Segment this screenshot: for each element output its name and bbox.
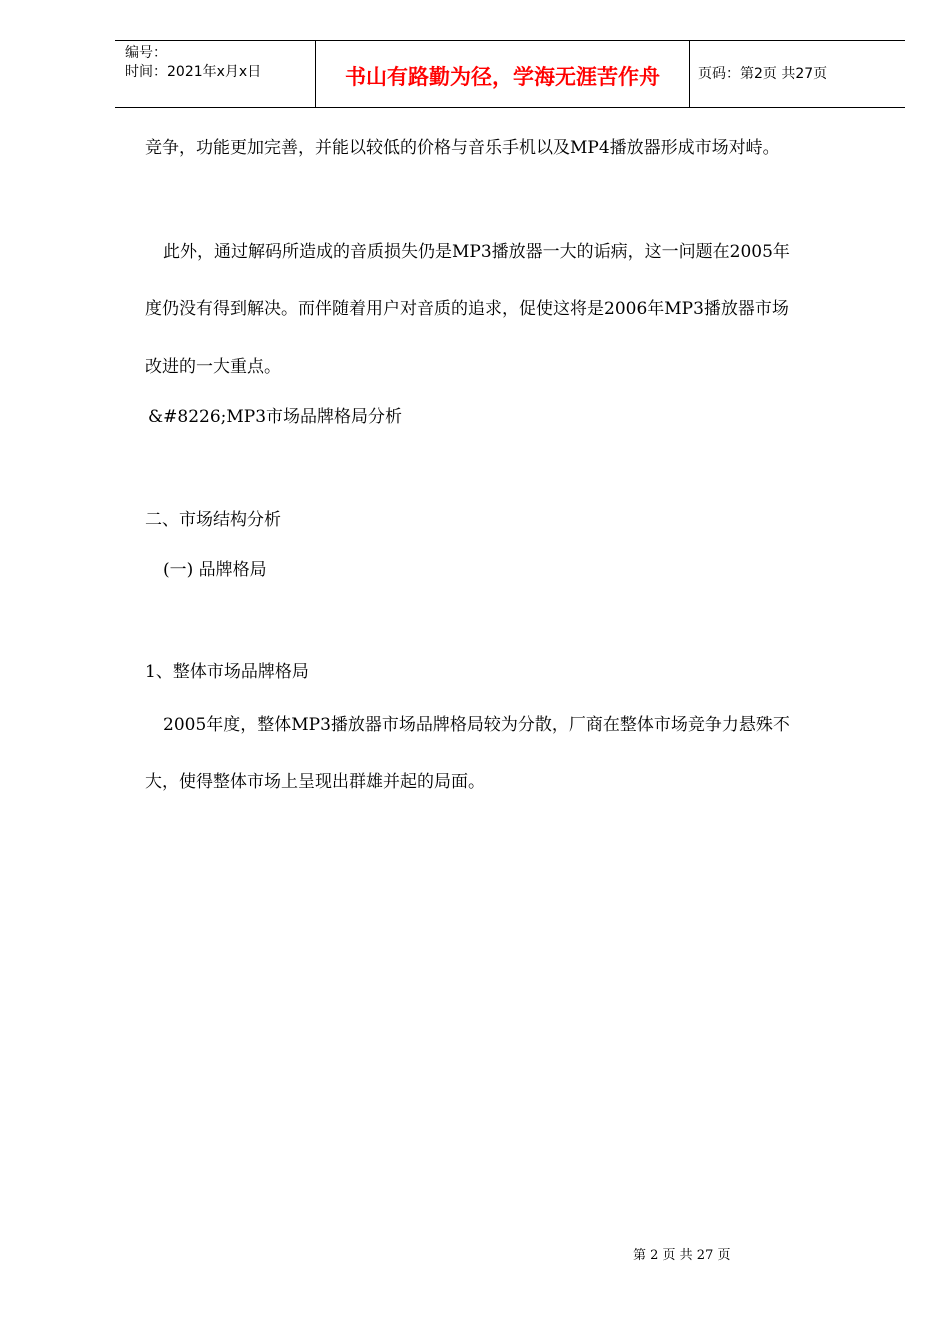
paragraph-3-line-1: 2005年度，整体MP3播放器市场品牌格局较为分散，厂商在整体市场竞争力悬殊不 xyxy=(163,715,790,735)
paragraph-3-line-2: 大，使得整体市场上呈现出群雄并起的局面。 xyxy=(145,772,485,792)
paragraph-1: 竞争，功能更加完善，并能以较低的价格与音乐手机以及MP4播放器形成市场对峙。 xyxy=(145,138,780,158)
bullet-heading: &#8226;MP3市场品牌格局分析 xyxy=(148,407,403,427)
page-footer: 第 2 页 共 27 页 xyxy=(633,1248,731,1263)
item-heading: 1、整体市场品牌格局 xyxy=(145,662,309,682)
paragraph-2-line-1: 此外，通过解码所造成的音质损失仍是MP3播放器一大的诟病，这一问题在2005年 xyxy=(163,242,790,262)
section-heading: 二、市场结构分析 xyxy=(145,510,281,530)
subsection-heading: (一) 品牌格局 xyxy=(163,560,267,580)
header-meta-cell xyxy=(115,41,316,107)
document-number-label: 编号： xyxy=(125,45,167,61)
page-header xyxy=(115,40,905,108)
header-motto: 书山有路勤为径，学海无涯苦作舟 xyxy=(345,65,660,89)
header-page-info: 页码：第2页 共27页 xyxy=(698,66,828,82)
header-page-cell xyxy=(690,41,905,107)
paragraph-2-line-3: 改进的一大重点。 xyxy=(145,357,281,377)
paragraph-2-line-2: 度仍没有得到解决。而伴随着用户对音质的追求，促使这将是2006年MP3播放器市场 xyxy=(145,299,789,319)
header-motto-cell xyxy=(316,41,690,107)
document-date-label: 时间：2021年x月x日 xyxy=(125,64,262,80)
